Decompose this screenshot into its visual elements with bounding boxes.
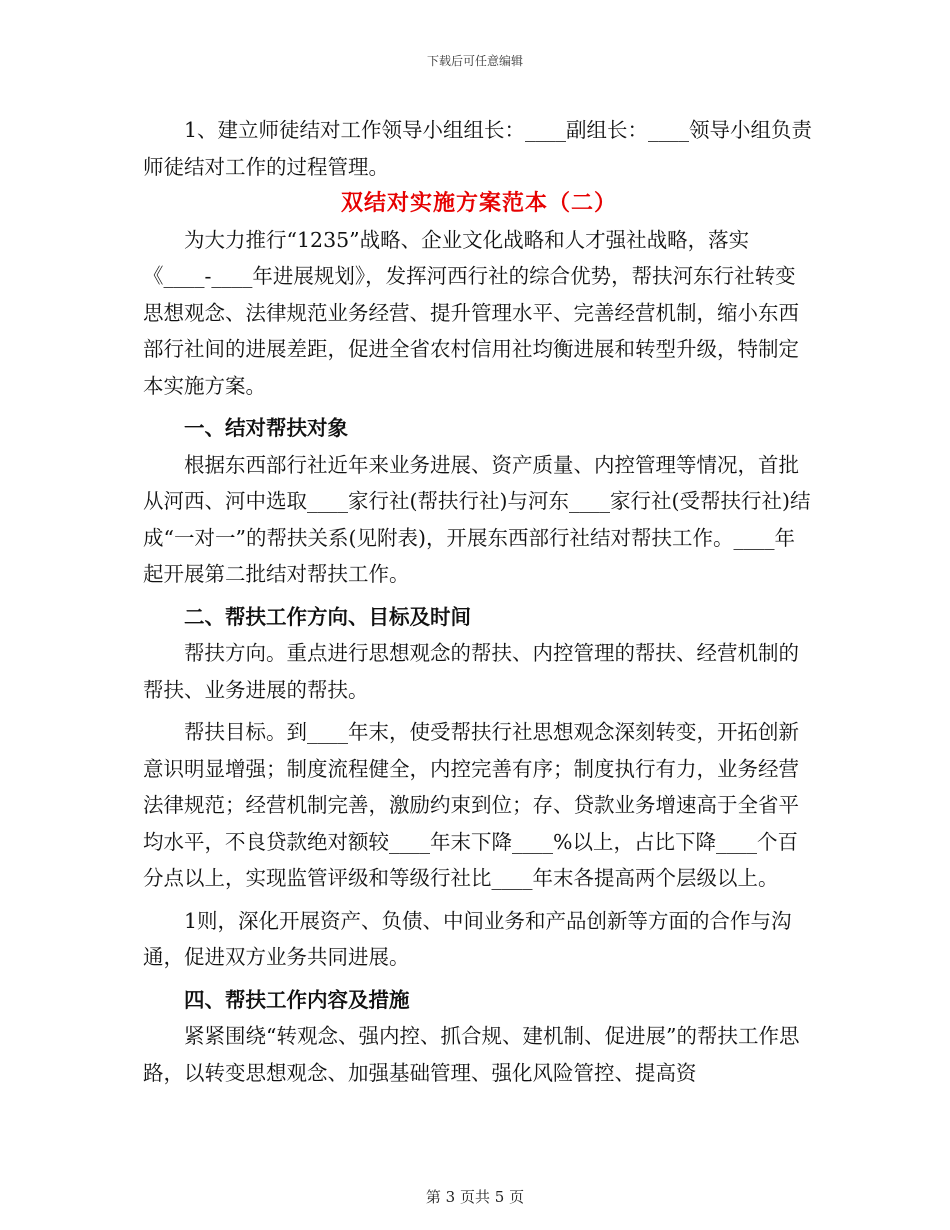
paragraph-objects: 根据东西部行社近年来业务进展、资产质量、内控管理等情况，首批从河西、河中选取____家行社(帮扶行社)与河东____家行社(受帮扶行社)结成“一对一”的帮扶关系(见附表)，开展东西部行社结对帮扶工作。____年起开展第二批结对帮扶工作。 [143,452,811,586]
section-heading-objects: 一、结对帮扶对象 [184,416,348,440]
paragraph-goals: 帮扶目标。到____年末，使受帮扶行社思想观念深刻转变，开拓创新意识明显增强；制度流程健全，内控完善有序；制度执行有力，业务经营法律规范；经营机制完善，激励约束到位；存、贷款业务增速高于全省平均水平，不良贷款绝对额较____年末下降____%以上，占比下降____个百分点以上，实现监管评级和等级行社比____年末各提高两个层级以上。 [143,720,799,890]
page-header: 下载后可任意编辑 [426,54,523,68]
section-heading-direction: 二、帮扶工作方向、目标及时间 [184,604,471,629]
document-title: 双结对实施方案范本（二） [340,190,617,216]
paragraph-cooperation: 1则，深化开展资产、负债、中间业务和产品创新等方面的合作与沟通，促进双方业务共同进展。 [143,908,792,969]
paragraph-leadership-group: 1、建立师徒结对工作领导小组组长：____副组长：____领导小组负责师徒结对工作的过程管理。 [143,118,813,179]
paragraph-direction: 帮扶方向。重点进行思想观念的帮扶、内控管理的帮扶、经营机制的帮扶、业务进展的帮扶。 [143,641,799,702]
paragraph-measures: 紧紧围绕“转观念、强内控、抓合规、建机制、促进展”的帮扶工作思路，以转变思想观念、加强基础管理、强化风险管控、提高资 [143,1024,800,1085]
paragraph-introduction: 为大力推行“1235”战略、企业文化战略和人才强社战略，落实《____-____年进展规划》，发挥河西行社的综合优势，帮扶河东行社转变思想观念、法律规范业务经营、提升管理水平、完善经营机制，缩小东西部行社间的进展差距，促进全省农村信用社均衡进展和转型升级，特制定本实施方案。 [143,227,799,398]
document-body [143,112,815,1091]
page-footer: 第 3 页共 5 页 [425,1188,525,1206]
section-heading-measures: 四、帮扶工作内容及措施 [184,987,410,1012]
